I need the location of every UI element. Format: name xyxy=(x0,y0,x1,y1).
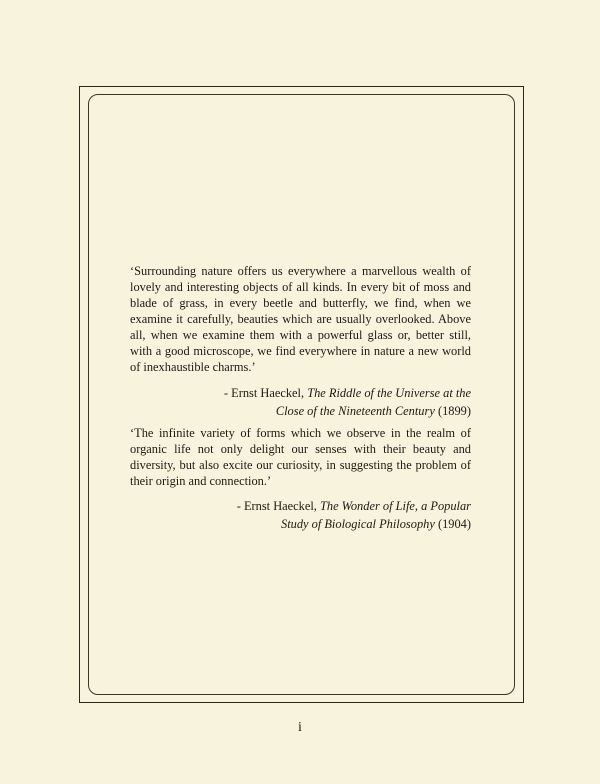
attribution-author: - Ernst Haeckel, xyxy=(236,499,317,513)
attribution-work-title: The Wonder of Life, a Popular xyxy=(320,499,471,513)
quote-text: ‘Surrounding nature offers us everywhere a marvellous wealth of lovely and interesting objects of all kinds. In every bit of moss and blade of grass, in every beetle and butterfly, we find, when we examine it carefully, beauties which are usually overlooked. Above all, when we examine them with a powerful glass or, better still, with a good microscope, we find everywhere in nature a new world of inexhaustible charms.’ xyxy=(130,264,471,374)
attribution-year: (1904) xyxy=(437,517,471,531)
page-number: i xyxy=(298,720,302,735)
attribution-work-title-cont: Close of the Nineteenth Century xyxy=(275,404,435,418)
attribution-work-title: The Riddle of the Universe at the xyxy=(307,386,471,400)
attribution-work-title-cont: Study of Biological Philosophy xyxy=(281,517,435,531)
attribution-author: - Ernst Haeckel, xyxy=(223,386,305,400)
quote-attribution xyxy=(130,497,471,533)
attribution-year: (1899) xyxy=(437,404,471,418)
quote-text: ‘The infinite variety of forms which we observe in the realm of organic life not only delight our senses with their beauty and diversity, but also excite our curiosity, in suggesting the problem of their origin and connection.’ xyxy=(130,426,471,488)
quote-block-riddle xyxy=(130,263,471,420)
quote-attribution xyxy=(130,384,471,420)
quote-block-wonder xyxy=(130,425,471,533)
